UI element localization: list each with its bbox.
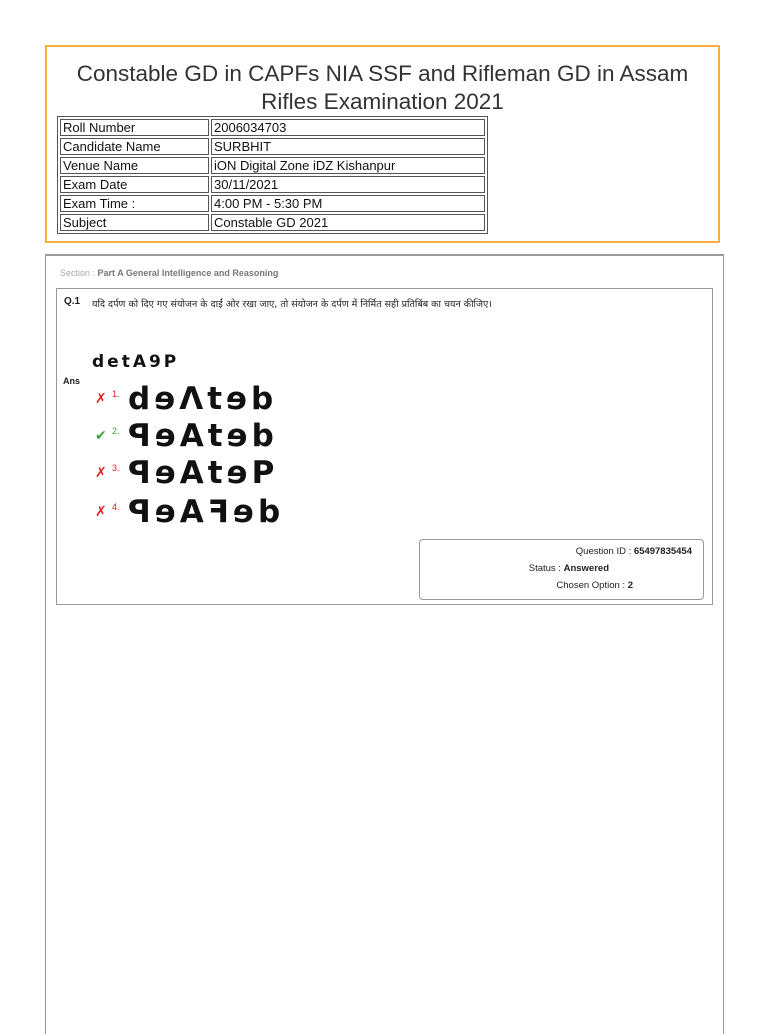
check-icon: ✔ [95, 427, 107, 443]
cross-icon: ✗ [95, 464, 107, 480]
table-row [60, 119, 485, 136]
answer-label: Ans [63, 376, 81, 386]
exam-time-value: 4:00 PM - 5:30 PM [211, 195, 485, 212]
status-row [529, 563, 609, 574]
section-heading [60, 268, 278, 278]
roll-number-label: Roll Number [60, 119, 209, 136]
candidate-info-table [57, 116, 488, 234]
exam-header [45, 45, 720, 243]
status-value: Answered [563, 563, 609, 574]
candidate-name-label: Candidate Name [60, 138, 209, 155]
exam-title: Constable GD in CAPFs NIA SSF and Rifleman GD in Assam Rifles Examination 2021 [76, 61, 689, 114]
question-id-label: Question ID : [575, 546, 632, 557]
chosen-option-value: 2 [627, 580, 633, 591]
option-figure: ꟼɘAtɘP [128, 455, 279, 491]
question-figure: detA9P [92, 352, 180, 372]
table-row [60, 138, 485, 155]
roll-number-value: 2006034703 [211, 119, 485, 136]
table-row [60, 195, 485, 212]
question-id-value: 65497835454 [633, 546, 692, 557]
subject-value: Constable GD 2021 [211, 214, 485, 231]
section-name: Part A General Intelligence and Reasoning [97, 268, 279, 278]
option-number: 3. [112, 463, 120, 473]
venue-name-label: Venue Name [60, 157, 209, 174]
option-figure: dɘɅtɘb [128, 381, 278, 417]
venue-name-value: iON Digital Zone iDZ Kishanpur [211, 157, 485, 174]
question-text: यदि दर्पण को दिए गए संयोजन के दाईं ओर रखा जाए, तो संयोजन के दर्पण में निर्मित सही प्रतिबिंब का चयन कीजिए। [92, 299, 492, 310]
chosen-option-label: Chosen Option : [556, 580, 626, 591]
cross-icon: ✗ [95, 503, 107, 519]
exam-date-value: 30/11/2021 [211, 176, 485, 193]
candidate-name-value: SURBHIT [211, 138, 485, 155]
cross-icon: ✗ [95, 390, 107, 406]
exam-time-label: Exam Time : [60, 195, 209, 212]
chosen-option-row [556, 580, 633, 591]
exam-date-label: Exam Date [60, 176, 209, 193]
option-figure: ꟼɘAꟻɘb [128, 494, 285, 530]
option-number: 4. [112, 502, 120, 512]
subject-label: Subject [60, 214, 209, 231]
status-label: Status : [528, 563, 561, 574]
table-row [60, 214, 485, 231]
option-number: 1. [112, 389, 120, 399]
option-figure: ꟼɘAtɘb [128, 418, 278, 454]
question-number: Q.1 [64, 296, 81, 307]
option-number: 2. [112, 426, 120, 436]
table-row [60, 157, 485, 174]
section-prefix: Section : [60, 268, 96, 278]
table-row [60, 176, 485, 193]
question-id-row [576, 546, 692, 557]
